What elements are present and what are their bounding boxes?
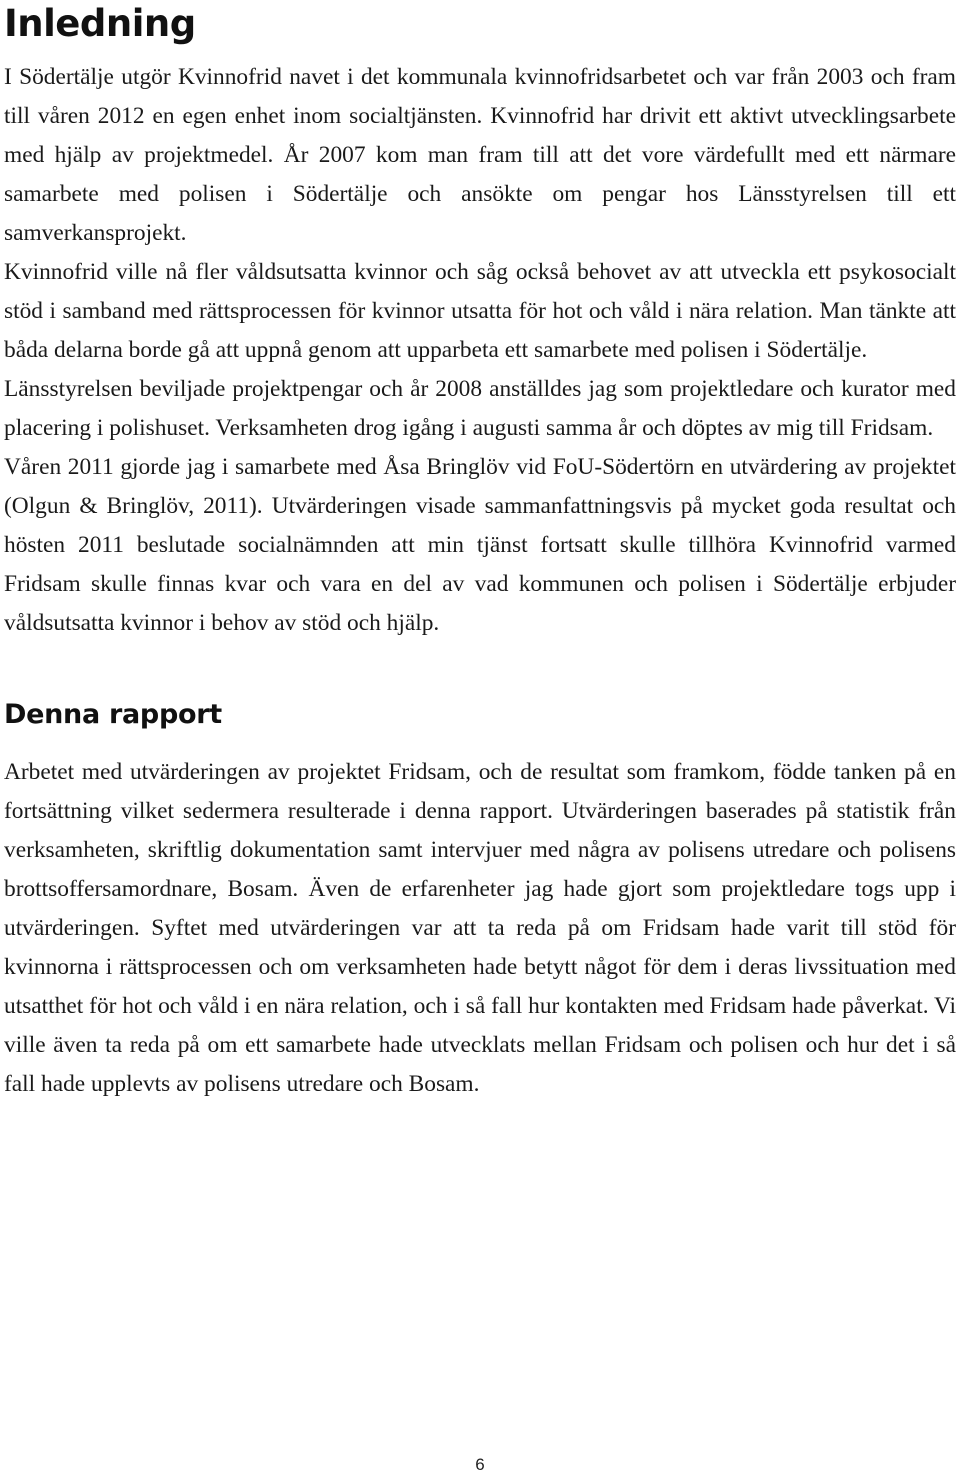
intro-paragraph-2: Kvinnofrid ville nå fler våldsutsatta kvinnor och såg också behovet av att utveckla ett psykosocialt stöd i samband med rättsprocessen för kvinnor utsatta för hot och våld i nära relation. Man tänkte att båda delarna borde gå att uppnå genom att upparbeta ett samarbete med polisen i Södertälje. (4, 259, 956, 363)
heading-inledning: Inledning (4, 2, 196, 45)
heading-denna-rapport: Denna rapport (4, 699, 222, 730)
intro-paragraph-3: Länsstyrelsen beviljade projektpengar och år 2008 anställdes jag som projektledare och kurator med placering i polishuset. Verksamheten drog igång i augusti samma år och döptes av mig till Fridsam. (4, 376, 956, 441)
page-number: 6 (475, 1455, 485, 1474)
intro-paragraph-1: I Södertälje utgör Kvinnofrid navet i det kommunala kvinnofridsarbetet och var från 2003 och fram till våren 2012 en egen enhet inom socialtjänsten. Kvinnofrid har drivit ett aktivt utvecklingsarbete med hjälp av projektmedel. År 2007 kom man fram till att det vore värdefullt med ett närmare samarbete med polisen i Södertälje och ansökte om pengar hos Länsstyrelsen till ett samverkansprojekt. (4, 64, 956, 246)
intro-paragraph-4: Våren 2011 gjorde jag i samarbete med Åsa Bringlöv vid FoU-Södertörn en utvärdering av projektet (Olgun & Bringlöv, 2011). Utvärderingen visade sammanfattningsvis på mycket goda resultat och hösten 2011 beslutade socialnämnden att min tjänst fortsatt skulle tillhöra Kvinnofrid varmed Fridsam skulle finnas kvar och vara en del av vad kommunen och polisen i Södertälje erbjuder våldsutsatta kvinnor i behov av stöd och hjälp. (4, 454, 956, 636)
report-paragraph: Arbetet med utvärderingen av projektet Fridsam, och de resultat som framkom, födde tanken på en fortsättning vilket sedermera resulterade i denna rapport. Utvärderingen baserades på statistik från verksamheten, skriftlig dokumentation samt intervjuer med några av polisens utredare och polisens brottsoffersamordnare, Bosam. Även de erfarenheter jag hade gjort som projektledare togs upp i utvärderingen. Syftet med utvärderingen var att ta reda på om Fridsam hade varit till stöd för kvinnorna i rättsprocessen och om verksamheten hade betytt något för dem i deras livssituation med utsatthet för hot och våld i en nära relation, och i så fall hur kontakten med Fridsam hade påverkat. Vi ville även ta reda på om ett samarbete hade utvecklats mellan Fridsam och polisen och hur det i så fall hade upplevts av polisens utredare och Bosam. (4, 759, 956, 1097)
document-page (4, 0, 956, 1104)
